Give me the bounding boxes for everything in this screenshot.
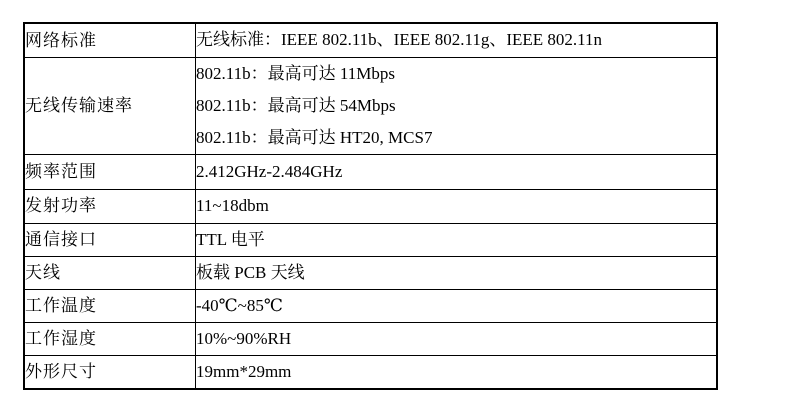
spec-value-text: 19mm*29mm	[196, 361, 292, 381]
table-row	[24, 289, 717, 322]
spec-value-operating-humidity	[196, 322, 718, 355]
spec-value-comm-interface	[196, 223, 718, 256]
spec-value-network-standard	[196, 23, 718, 57]
spec-label-text: 外形尺寸	[25, 361, 97, 381]
table-row	[24, 154, 717, 189]
spec-label-text: 工作温度	[25, 295, 97, 315]
spec-label-comm-interface	[24, 223, 196, 256]
table-row	[24, 223, 717, 256]
spec-value-text: 802.11b：最高可达 HT20, MCS7	[196, 127, 433, 147]
spec-label-text: 无线传输速率	[25, 95, 133, 115]
spec-value-text: 10%~90%RH	[196, 328, 292, 348]
spec-table-container	[23, 22, 718, 390]
spec-label-text: 发射功率	[25, 196, 97, 216]
spec-value-text: 板载 PCB 天线	[196, 262, 305, 282]
spec-table	[23, 22, 718, 390]
spec-value-text: 无线标准：IEEE 802.11b、IEEE 802.11g、IEEE 802.11n	[196, 30, 603, 50]
spec-label-operating-temperature	[24, 289, 196, 322]
spec-label-operating-humidity	[24, 322, 196, 355]
spec-value-wireless-rate	[196, 57, 718, 154]
spec-label-transmit-power	[24, 189, 196, 223]
spec-value-text: 802.11b：最高可达 54Mbps	[196, 95, 396, 115]
table-row	[24, 23, 717, 57]
table-row	[24, 256, 717, 289]
table-row	[24, 322, 717, 355]
spec-label-text: 天线	[25, 262, 61, 282]
spec-value-dimensions	[196, 355, 718, 389]
spec-value-text: -40℃~85℃	[196, 295, 283, 315]
spec-value-transmit-power	[196, 189, 718, 223]
spec-label-text: 频率范围	[25, 161, 97, 181]
spec-value-text: TTL 电平	[196, 229, 265, 249]
spec-value-operating-temperature	[196, 289, 718, 322]
spec-value-antenna	[196, 256, 718, 289]
table-row	[24, 57, 717, 154]
spec-label-network-standard	[24, 23, 196, 57]
spec-value-text: 2.412GHz-2.484GHz	[196, 161, 343, 181]
spec-value-text: 11~18dbm	[196, 196, 269, 215]
spec-label-text: 网络标准	[25, 30, 97, 50]
spec-label-text: 工作湿度	[25, 328, 97, 348]
table-row	[24, 355, 717, 389]
spec-label-antenna	[24, 256, 196, 289]
spec-value-text: 802.11b：最高可达 11Mbps	[196, 63, 395, 83]
spec-label-wireless-rate	[24, 57, 196, 154]
table-row	[24, 189, 717, 223]
spec-label-frequency-range	[24, 154, 196, 189]
spec-label-text: 通信接口	[25, 229, 97, 249]
spec-label-dimensions	[24, 355, 196, 389]
spec-value-frequency-range	[196, 154, 718, 189]
